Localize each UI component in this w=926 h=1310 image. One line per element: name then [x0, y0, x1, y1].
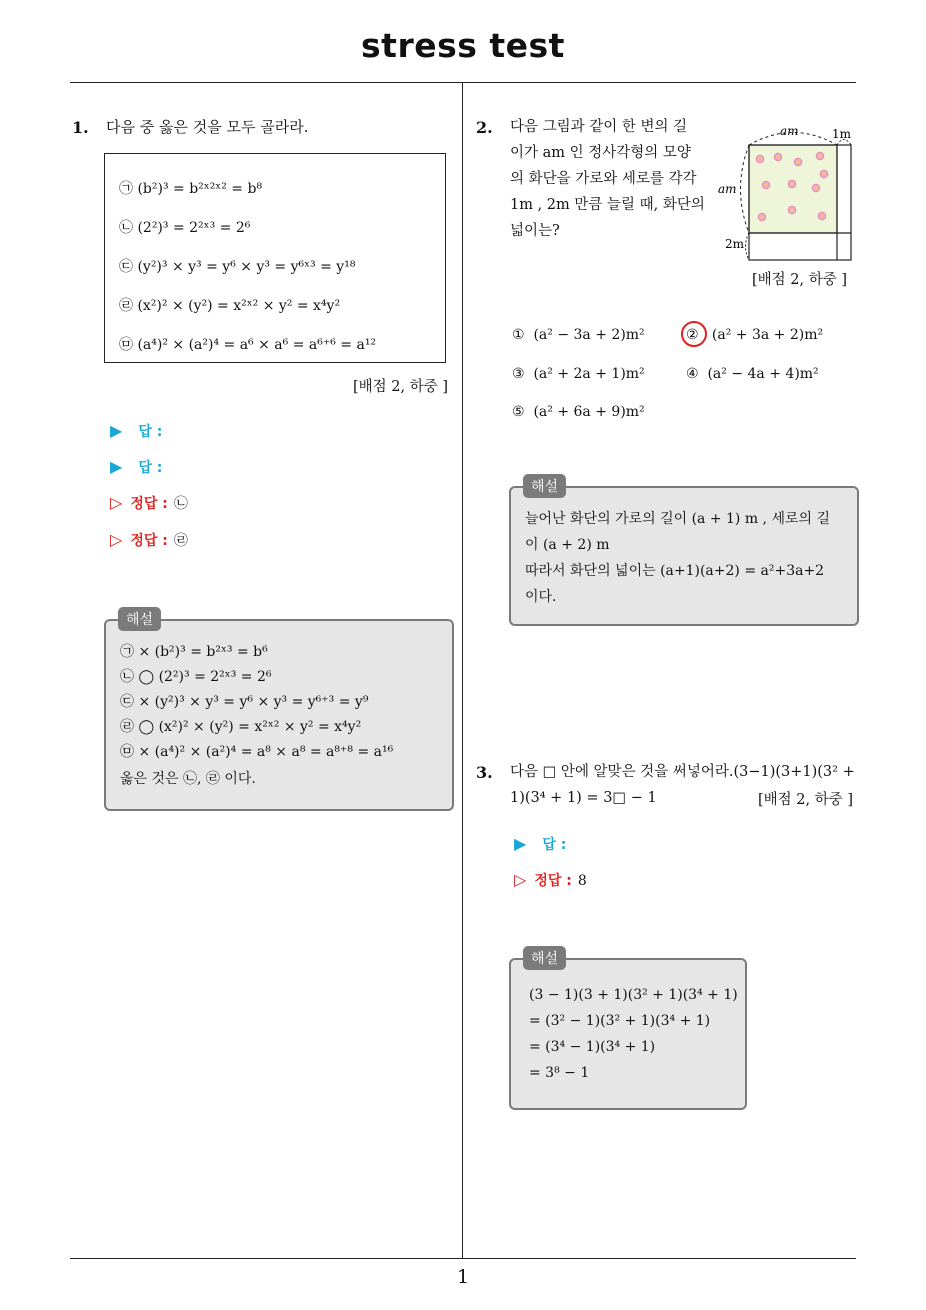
- selected-circle-icon: [681, 321, 707, 347]
- answer-arrow-icon: ▶: [110, 457, 123, 476]
- q3-answer-field[interactable]: ▶ 답 :: [514, 834, 567, 853]
- solution-line: = (3⁴ − 1)(3⁴ + 1): [529, 1039, 656, 1055]
- header-rule: [70, 82, 856, 83]
- q1-item: ㉤ (a⁴)² × (a²)⁴ = a⁶ × a⁶ = a⁶⁺⁶ = a¹²: [119, 337, 377, 353]
- q3-correct-answer: ▷ 정답 : 8: [514, 870, 587, 889]
- solution-line: ㉣ ◯ (x²)² × (y²) = x²ˣ² × y² = x⁴y²: [120, 719, 362, 735]
- solution-line: 옳은 것은 ㉡, ㉣ 이다.: [120, 771, 256, 787]
- solution-tag: 해설: [523, 946, 566, 970]
- fig-side-label: am: [718, 182, 737, 196]
- q3-prompt-line2: 1)(3⁴ + 1) = 3□ − 1: [510, 790, 657, 806]
- fig-bottom-label: 2m: [725, 237, 745, 251]
- q2-prompt: 다음 그림과 같이 한 변의 길 이가 am 인 정사각형의 모양 의 화단을 가로와 세로를 각각 1m , 2m 만큼 늘릴 때, 화단의 넓이는?: [510, 119, 705, 239]
- q3-meta: [배점 2, 하중 ]: [758, 792, 854, 808]
- q2-meta: [배점 2, 하중 ]: [752, 272, 848, 288]
- solution-line: ㉢ × (y²)³ × y³ = y⁶ × y³ = y⁶⁺³ = y⁹: [120, 694, 369, 710]
- correct-arrow-icon: ▷: [110, 493, 123, 512]
- solution-line: ㉠ × (b²)³ = b²ˣ³ = b⁶: [120, 644, 268, 660]
- q1-item: ㉠ (b²)³ = b²ˣ²ˣ² = b⁸: [119, 181, 263, 197]
- correct-arrow-icon: ▷: [514, 870, 527, 889]
- q1-correct-answer-2: ▷ 정답 : ㉣: [110, 530, 188, 549]
- correct-arrow-icon: ▷: [110, 530, 123, 549]
- solution-line: 이 (a + 2) m: [525, 537, 610, 553]
- solution-tag: 해설: [523, 474, 566, 498]
- q3-solution-box: [509, 951, 747, 1110]
- q1-solution-box: [104, 612, 454, 811]
- solution-line: 따라서 화단의 넓이는 (a+1)(a+2) = a²+3a+2: [525, 563, 825, 579]
- q2-choice-5[interactable]: ⑤ (a² + 6a + 9)m²: [512, 404, 645, 420]
- solution-line: = 3⁸ − 1: [529, 1065, 590, 1081]
- q1-answer-field-1[interactable]: ▶ 답 :: [110, 421, 163, 440]
- q1-meta: [배점 2, 하중 ]: [353, 379, 449, 395]
- q2-choice-2[interactable]: ② (a² + 3a + 2)m²: [686, 327, 823, 343]
- page-number: 1: [456, 1266, 470, 1288]
- solution-line: ㉤ × (a⁴)² × (a²)⁴ = a⁸ × a⁸ = a⁸⁺⁸ = a¹⁶: [120, 744, 394, 760]
- solution-line: ㉡ ◯ (2²)³ = 2²ˣ³ = 2⁶: [120, 669, 272, 685]
- q2-garden-figure: [712, 122, 862, 264]
- solution-tag: 해설: [118, 607, 161, 631]
- q1-number: 1.: [72, 118, 89, 137]
- q3-number: 3.: [476, 763, 493, 782]
- solution-line: (3 − 1)(3 + 1)(3² + 1)(3⁴ + 1): [529, 987, 738, 1003]
- q2-number: 2.: [476, 118, 493, 137]
- solution-line: 늘어난 화단의 가로의 길이 (a + 1) m , 세로의 길: [525, 511, 830, 527]
- solution-line: = (3² − 1)(3² + 1)(3⁴ + 1): [529, 1013, 711, 1029]
- q1-item: ㉣ (x²)² × (y²) = x²ˣ² × y² = x⁴y²: [119, 298, 341, 314]
- q1-item: ㉡ (2²)³ = 2²ˣ³ = 2⁶: [119, 220, 251, 236]
- fig-top-label: am: [780, 124, 799, 138]
- q2-choice-4[interactable]: ④ (a² − 4a + 4)m²: [686, 366, 819, 382]
- page-title: stress test: [361, 26, 565, 65]
- q1-statement-box: [104, 153, 446, 363]
- column-divider: [462, 83, 463, 1259]
- fig-right-label: 1m: [832, 127, 852, 141]
- footer-rule: [70, 1258, 856, 1259]
- q2-solution-box: [509, 479, 859, 626]
- q2-choice-1[interactable]: ① (a² − 3a + 2)m²: [512, 327, 645, 343]
- q1-item: ㉢ (y²)³ × y³ = y⁶ × y³ = y⁶ˣ³ = y¹⁸: [119, 259, 356, 275]
- answer-arrow-icon: ▶: [514, 834, 527, 853]
- q1-prompt: 다음 중 옳은 것을 모두 골라라.: [106, 118, 309, 136]
- q1-correct-answer-1: ▷ 정답 : ㉡: [110, 493, 188, 512]
- q2-choice-3[interactable]: ③ (a² + 2a + 1)m²: [512, 366, 645, 382]
- solution-line: 이다.: [525, 589, 557, 605]
- q3-prompt-line1: 다음 □ 안에 알맞은 것을 써넣어라.(3−1)(3+1)(3² +: [510, 764, 855, 780]
- answer-arrow-icon: ▶: [110, 421, 123, 440]
- q1-answer-field-2[interactable]: ▶ 답 :: [110, 457, 163, 476]
